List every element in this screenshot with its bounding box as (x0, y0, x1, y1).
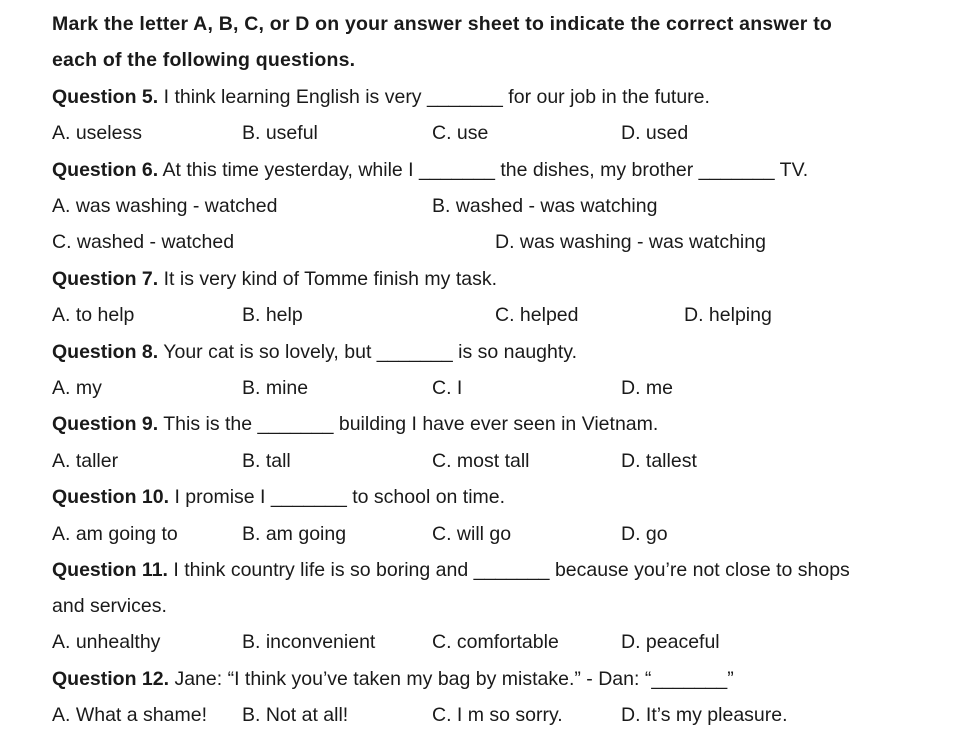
q7-option-c: C. helped (495, 304, 579, 326)
q7-option-a: A. to help (52, 304, 135, 326)
q7-option-d: D. helping (684, 304, 772, 326)
q8-option-d: D. me (621, 377, 674, 399)
q8-option-c: C. I (432, 377, 463, 399)
q6-option-c: C. washed - watched (52, 231, 235, 253)
instruction-line-2: each of the following questions. (52, 49, 356, 71)
question-6 (52, 158, 808, 182)
question-9 (52, 412, 658, 436)
question-7-label: Question 7. (52, 268, 159, 290)
q12-option-c: C. I m so sorry. (432, 704, 563, 726)
question-12-text: Jane: “I think you’ve taken my bag by mistake.” - Dan: “_______” (169, 668, 734, 690)
q12-option-b: B. Not at all! (242, 704, 349, 726)
question-12 (52, 667, 734, 691)
question-5-label: Question 5. (52, 86, 159, 108)
q10-option-a: A. am going to (52, 523, 178, 545)
q6-option-a: A. was washing - watched (52, 195, 278, 217)
q5-option-c: C. use (432, 122, 489, 144)
question-6-text: At this time yesterday, while I _______ the dishes, my brother _______ TV. (158, 159, 809, 181)
question-9-label: Question 9. (52, 413, 159, 435)
q5-option-b: B. useful (242, 122, 318, 144)
question-12-label: Question 12. (52, 668, 170, 690)
q5-option-d: D. used (621, 122, 689, 144)
question-11 (52, 558, 850, 582)
q8-option-b: B. mine (242, 377, 309, 399)
instruction-line-1: Mark the letter A, B, C, or D on your answer sheet to indicate the correct answer to (52, 13, 833, 35)
question-11-text: I think country life is so boring and _______ because you’re not close to shops (167, 559, 850, 581)
q6-option-b: B. washed - was watching (432, 195, 658, 217)
q10-option-c: C. will go (432, 523, 512, 545)
q8-option-a: A. my (52, 377, 102, 399)
q11-option-d: D. peaceful (621, 631, 720, 653)
question-7-text: It is very kind of Tomme finish my task. (158, 268, 498, 290)
q12-option-d: D. It’s my pleasure. (621, 704, 788, 726)
question-10-label: Question 10. (52, 486, 170, 508)
q9-option-d: D. tallest (621, 450, 697, 472)
q9-option-a: A. taller (52, 450, 119, 472)
question-6-label: Question 6. (52, 159, 159, 181)
question-10 (52, 485, 505, 509)
q12-option-a: A. What a shame! (52, 704, 207, 726)
question-8 (52, 340, 577, 364)
question-11-label: Question 11. (52, 559, 168, 581)
question-8-label: Question 8. (52, 341, 159, 363)
q9-option-b: B. tall (242, 450, 291, 472)
q11-option-a: A. unhealthy (52, 631, 161, 653)
question-9-text: This is the _______ building I have ever seen in Vietnam. (158, 413, 659, 435)
q5-option-a: A. useless (52, 122, 142, 144)
q10-option-b: B. am going (242, 523, 347, 545)
q10-option-d: D. go (621, 523, 668, 545)
question-5 (52, 85, 710, 109)
q6-option-d: D. was washing - was watching (495, 231, 766, 253)
question-11-continuation: and services. (52, 595, 167, 617)
question-8-text: Your cat is so lovely, but _______ is so naughty. (158, 341, 577, 363)
question-7 (52, 267, 497, 291)
question-5-text: I think learning English is very _______ for our job in the future. (158, 86, 710, 108)
q11-option-b: B. inconvenient (242, 631, 376, 653)
question-10-text: I promise I _______ to school on time. (169, 486, 506, 508)
q11-option-c: C. comfortable (432, 631, 559, 653)
q7-option-b: B. help (242, 304, 303, 326)
q9-option-c: C. most tall (432, 450, 530, 472)
